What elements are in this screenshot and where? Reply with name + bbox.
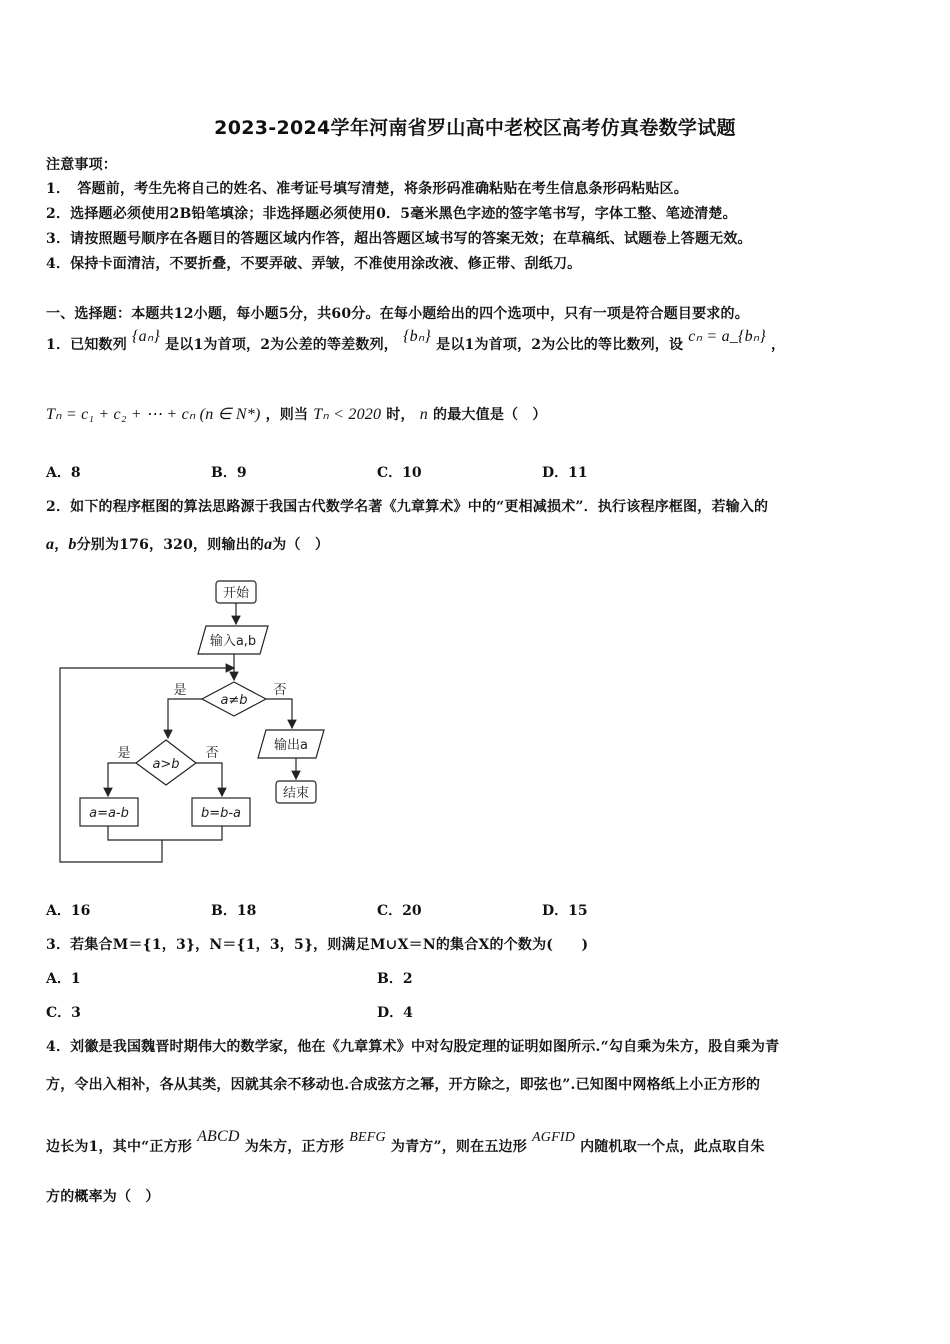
q3-option-a: A．1 xyxy=(46,971,81,987)
q1-option-b: B．9 xyxy=(211,465,247,481)
q2-option-b: B．18 xyxy=(211,903,257,919)
q3-option-c: C．3 xyxy=(46,1005,81,1021)
page-title: 2023-2024学年河南省罗山高中老校区高考仿真卷数学试题 xyxy=(214,117,736,139)
flowchart-no-2-label: 否 xyxy=(205,746,219,761)
q1-text-4: ，则当 xyxy=(265,407,309,423)
q2-var-a-out: a xyxy=(264,536,273,553)
q1-text-1: 1．已知数列 xyxy=(46,337,127,353)
question-4-line-3 xyxy=(46,1128,765,1156)
q4-square-abcd: ABCD xyxy=(197,1128,240,1145)
q2-option-a: A．16 xyxy=(46,903,91,919)
question-1-line-1 xyxy=(46,328,786,354)
q4-text-3: 为青方”，则在五边形 xyxy=(390,1139,527,1155)
question-4-line-4: 方的概率为（ ） xyxy=(46,1189,160,1205)
notice-item-1: 1． 答题前，考生先将自己的姓名、准考证号填写清楚，将条形码准确粘贴在考生信息条形码粘贴区。 xyxy=(46,181,688,197)
q1-option-d: D．11 xyxy=(542,465,588,481)
q4-square-befg: BEFG xyxy=(349,1130,386,1145)
q1-comma: ， xyxy=(771,337,786,353)
flowchart-cond-2-label: a>b xyxy=(152,757,180,772)
question-2-line-2 xyxy=(46,534,329,554)
q2-var-b: b xyxy=(68,536,77,553)
flowchart xyxy=(0,570,380,870)
question-4-line-1: 4．刘徽是我国魏晋时期伟大的数学家，他在《九章算术》中对勾股定理的证明如图所示.“勾自乘为朱方，股自乘为青 xyxy=(46,1039,780,1055)
flowchart-input-label: 输入a,b xyxy=(209,634,257,649)
notice-item-4: 4．保持卡面清洁，不要折叠，不要弄破、弄皱，不准使用涂改液、修正带、刮纸刀。 xyxy=(46,256,582,272)
question-2-line-1: 2．如下的程序框图的算法思路源于我国古代数学名著《九章算术》中的“更相减损术”．执行该程序框图，若输入的 xyxy=(46,499,769,515)
q1-text-6: 的最大值是（ ） xyxy=(433,407,547,423)
section-heading: 一、选择题：本题共12小题，每小题5分，共60分。在每小题给出的四个选项中，只有一项是符合题目要求的。 xyxy=(46,306,749,322)
q2-sep: ， xyxy=(54,537,69,553)
q1-formula-bn: {bₙ} xyxy=(403,328,432,345)
flowchart-yes-2-label: 是 xyxy=(117,746,131,761)
notice-heading: 注意事项： xyxy=(46,157,117,173)
q2-text-mid: 分别为176，320，则输出的 xyxy=(76,537,265,553)
q1-option-a: A．8 xyxy=(46,465,81,481)
q4-text-1: 边长为1，其中“正方形 xyxy=(46,1139,192,1155)
q2-option-d: D．15 xyxy=(542,903,588,919)
q2-var-a: a xyxy=(46,536,55,553)
q1-formula-tn: Tₙ = c₁ + c₂ + ⋯ + cₙ (n ∈ N*) xyxy=(46,406,261,423)
q1-text-2: 是以1为首项，2为公差的等差数列， xyxy=(165,337,398,353)
q1-formula-n: n xyxy=(419,406,428,423)
flowchart-end-label: 结束 xyxy=(282,786,310,801)
flowchart-cond-1-label: a≠b xyxy=(220,693,248,708)
q1-formula-an: {aₙ} xyxy=(132,328,161,345)
flowchart-no-1-label: 否 xyxy=(273,683,287,698)
flowchart-output-label: 输出a xyxy=(274,738,308,753)
q1-option-c: C．10 xyxy=(377,465,422,481)
notice-item-3: 3．请按照题号顺序在各题目的答题区域内作答，超出答题区域书写的答案无效；在草稿纸、试题卷上答题无效。 xyxy=(46,231,752,247)
q1-formula-cn: cₙ = a_{bₙ} xyxy=(688,328,766,345)
q3-option-d: D．4 xyxy=(377,1005,413,1021)
q4-pentagon-agfid: AGFID xyxy=(532,1130,576,1145)
question-4-line-2: 方，令出入相补，各从其类，因就其余不移动也.合成弦方之幂，开方除之，即弦也”.已知图中网格纸上小正方形的 xyxy=(46,1077,761,1093)
q4-text-4: 内随机取一个点，此点取自朱 xyxy=(580,1139,765,1155)
flowchart-start-label: 开始 xyxy=(222,586,250,601)
question-1-line-2 xyxy=(46,404,547,424)
question-3-text: 3．若集合M＝{1，3}，N＝{1，3，5}，则满足M∪X＝N的集合X的个数为( ) xyxy=(46,937,589,953)
q4-text-2: 为朱方，正方形 xyxy=(244,1139,345,1155)
q1-formula-cond: Tₙ < 2020 xyxy=(313,406,382,423)
flowchart-assign-a-label: a=a-b xyxy=(89,806,129,821)
q2-text-end: 为（ ） xyxy=(272,537,330,553)
flowchart-assign-b-label: b=b-a xyxy=(200,806,242,821)
q3-option-b: B．2 xyxy=(377,971,413,987)
q1-text-5: 时， xyxy=(386,407,415,423)
q2-option-c: C．20 xyxy=(377,903,422,919)
flowchart-yes-1-label: 是 xyxy=(173,683,187,698)
q1-text-3: 是以1为首项，2为公比的等比数列，设 xyxy=(436,337,684,353)
notice-item-2: 2．选择题必须使用2B铅笔填涂；非选择题必须使用0．5毫米黑色字迹的签字笔书写，字体工整、笔迹清楚。 xyxy=(46,206,737,222)
